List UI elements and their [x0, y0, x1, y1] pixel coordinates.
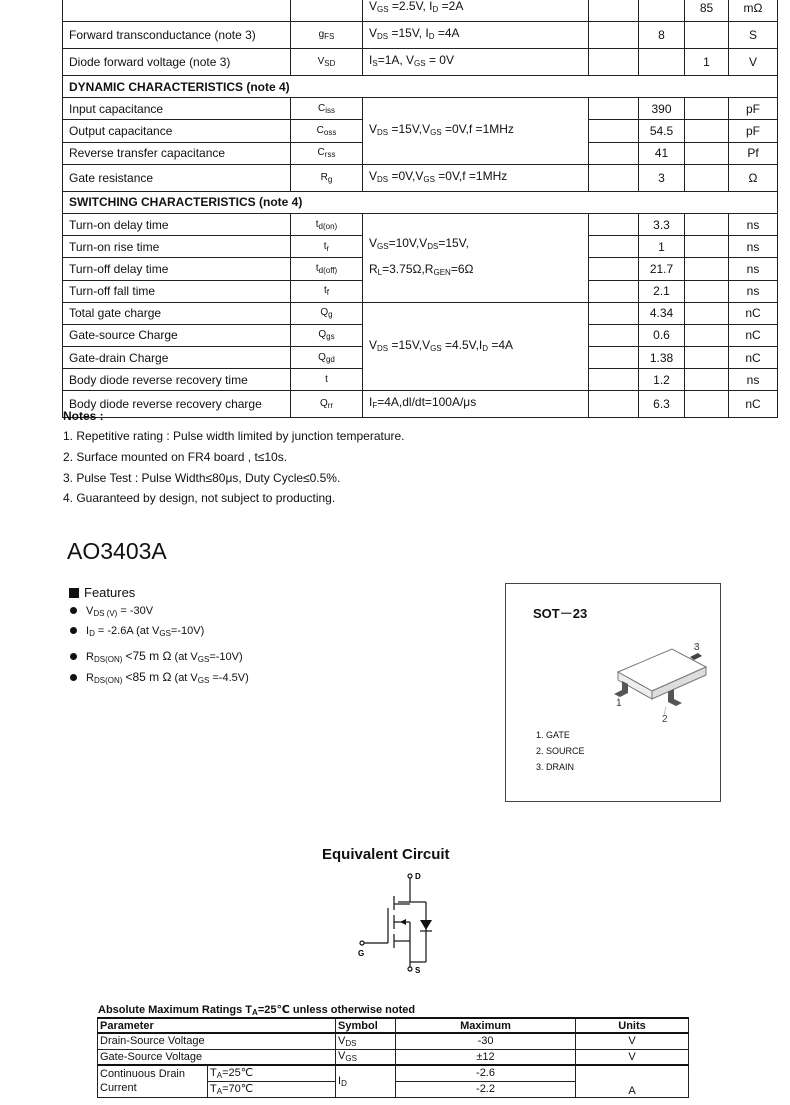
cell-min	[589, 280, 639, 302]
cell-symbol: $C_{iss}$	[291, 98, 363, 120]
pin-label-drain: 3. DRAIN	[536, 762, 575, 772]
cell-symbol: $Q_{rr}$	[291, 391, 363, 418]
section-title: DYNAMIC CHARACTERISTICS (note 4)	[63, 76, 778, 98]
bullet-icon	[70, 653, 77, 660]
cell-condition: $I_F=4A,dl/dt=100A/\mu s$	[363, 391, 589, 418]
cell-symbol: $V_{SD}$	[291, 49, 363, 76]
cell-parameter: Reverse transfer capacitance	[63, 142, 291, 164]
cell-typ: 6.3	[639, 391, 685, 418]
header-maximum: Maximum	[396, 1018, 576, 1033]
square-bullet-icon	[69, 588, 79, 598]
feature-text: $V_{DS (V)} = -30V$	[86, 605, 154, 618]
feature-item	[70, 670, 249, 685]
equivalent-circuit-title: Equivalent Circuit	[322, 846, 450, 863]
pin-number-2: 2	[662, 714, 668, 725]
note-item: 1. Repetitive rating : Pulse width limited by junction temperature.	[63, 429, 405, 443]
cell-condition: $V_{DS} =15V,V_{GS} =0V,f =1MHz$	[363, 98, 589, 165]
cell-symbol: $t_{d(off)}$	[291, 258, 363, 280]
cell-condition: $V_{GS}=10V,V_{DS}=15V$, $R_L=3.75\Omega,R_{GEN}=6\Omega$	[363, 213, 589, 302]
cell-min	[589, 49, 639, 76]
cell-parameter: Turn-on delay time	[63, 213, 291, 235]
notes-title: Notes :	[63, 409, 104, 423]
cell-parameter: Input capacitance	[63, 98, 291, 120]
cell-unit: nC	[729, 324, 778, 346]
package-box	[505, 583, 721, 802]
cell-parameter: Turn-off fall time	[63, 280, 291, 302]
section-row	[63, 76, 778, 98]
cell-min	[589, 369, 639, 391]
cell-parameter: Gate resistance	[63, 164, 291, 191]
cell-min	[589, 236, 639, 258]
table-row	[63, 164, 778, 191]
header-parameter: Parameter	[98, 1018, 336, 1033]
cell-min	[589, 164, 639, 191]
table-row	[63, 22, 778, 49]
table-row	[98, 1049, 689, 1065]
cell-unit: S	[729, 22, 778, 49]
source-label: S	[415, 966, 421, 975]
cell-symbol: $t_r$	[291, 236, 363, 258]
cell-min	[589, 98, 639, 120]
cell-unit: V	[729, 49, 778, 76]
header-units: Units	[576, 1018, 689, 1033]
cell-unit: nC	[729, 347, 778, 369]
section-row	[63, 191, 778, 213]
notes-block	[63, 409, 405, 512]
cell-min	[589, 258, 639, 280]
cell-unit: V	[576, 1049, 689, 1065]
cell-min	[589, 0, 639, 22]
table-row	[98, 1065, 689, 1081]
cell-parameter: Gate-drain Charge	[63, 347, 291, 369]
cell-max	[685, 369, 729, 391]
table-row	[63, 213, 778, 235]
cell-condition: $V_{DS} =15V$, $I_D =4A$	[363, 22, 589, 49]
cell-min	[589, 22, 639, 49]
cell-symbol: $t_f$	[291, 280, 363, 302]
cell-min	[589, 142, 639, 164]
cell-parameter: Diode forward voltage (note 3)	[63, 49, 291, 76]
table-row	[63, 0, 778, 22]
mosfet-circuit-icon	[350, 868, 450, 978]
cell-typ	[639, 49, 685, 76]
feature-item	[70, 605, 153, 618]
cell-maximum: -2.2	[396, 1081, 576, 1097]
cell-min	[589, 302, 639, 324]
cell-unit: V	[576, 1033, 689, 1049]
abs-max-table	[97, 1017, 689, 1098]
pin-label-gate: 1. GATE	[536, 730, 570, 740]
note-item: 4. Guaranteed by design, not subject to producting.	[63, 491, 336, 506]
cell-unit: ns	[729, 213, 778, 235]
cell-max	[685, 391, 729, 418]
cell-typ: 1	[639, 236, 685, 258]
cell-parameter: Continuous Drain Current	[98, 1065, 208, 1097]
cell-min	[589, 213, 639, 235]
cell-symbol: $Q_g$	[291, 302, 363, 324]
table-row	[63, 98, 778, 120]
bullet-icon	[70, 607, 77, 614]
table-row	[98, 1033, 689, 1049]
table-row	[63, 302, 778, 324]
cell-unit: pF	[729, 120, 778, 142]
cell-parameter: Output capacitance	[63, 120, 291, 142]
cell-parameter: Gate-source Charge	[63, 324, 291, 346]
cell-typ: 21.7	[639, 258, 685, 280]
cell-symbol: $C_{rss}$	[291, 142, 363, 164]
pin-label-source: 2. SOURCE	[536, 746, 585, 756]
cell-unit: nC	[729, 391, 778, 418]
cell-max	[685, 22, 729, 49]
cell-unit: A	[576, 1065, 689, 1097]
feature-text: $R_{DS(ON)} <75$ m Ω (at $V_{GS}=-10V$)	[86, 649, 243, 664]
pin-number-3: 3	[694, 642, 700, 653]
cell-unit: Pf	[729, 142, 778, 164]
cell-min	[589, 347, 639, 369]
bullet-icon	[70, 627, 77, 634]
cell-max	[685, 120, 729, 142]
cell-maximum: ±12	[396, 1049, 576, 1065]
cell-typ: 0.6	[639, 324, 685, 346]
feature-text: $R_{DS(ON)} <85$ m Ω (at $V_{GS} =-4.5V$)	[86, 670, 249, 685]
cell-typ: 390	[639, 98, 685, 120]
cell-max	[685, 236, 729, 258]
cell-parameter: Turn-off delay time	[63, 258, 291, 280]
cell-parameter	[63, 0, 291, 22]
cell-parameter: Total gate charge	[63, 302, 291, 324]
pin-number-1: 1	[616, 698, 622, 709]
cell-condition: $V_{DS} =15V,V_{GS} =4.5V,I_D =4A$	[363, 302, 589, 391]
bullet-icon	[70, 674, 77, 681]
note-item: 2. Surface mounted on FR4 board , t≤10s.	[63, 449, 288, 464]
cell-unit: ns	[729, 280, 778, 302]
table-row	[63, 49, 778, 76]
cell-max	[685, 98, 729, 120]
cell-max	[685, 347, 729, 369]
cell-unit: ns	[729, 236, 778, 258]
feature-item	[70, 625, 204, 638]
cell-typ: 1.38	[639, 347, 685, 369]
cell-max	[685, 164, 729, 191]
cell-condition: $I_S=1A$, $V_{GS} = 0V$	[363, 49, 589, 76]
cell-parameter: Drain-Source Voltage	[98, 1033, 336, 1049]
features-title-text: Features	[84, 585, 136, 600]
cell-symbol: $R_g$	[291, 164, 363, 191]
cell-max	[685, 213, 729, 235]
package-name: SOT－23	[533, 606, 588, 621]
drain-label: D	[415, 872, 421, 881]
abs-max-title: Absolute Maximum Ratings $T_A=25℃$ unless otherwise noted	[98, 1004, 416, 1017]
cell-parameter: Forward transconductance (note 3)	[63, 22, 291, 49]
cell-symbol: $g_{FS}$	[291, 22, 363, 49]
cell-unit: ns	[729, 258, 778, 280]
cell-typ: 2.1	[639, 280, 685, 302]
cell-unit: pF	[729, 98, 778, 120]
cell-typ: 41	[639, 142, 685, 164]
cell-parameter: Turn-on rise time	[63, 236, 291, 258]
features-title	[69, 585, 135, 600]
header-symbol: Symbol	[336, 1018, 396, 1033]
feature-item	[70, 649, 243, 664]
cell-typ: 1.2	[639, 369, 685, 391]
cell-max: 85	[685, 0, 729, 22]
cell-symbol	[291, 0, 363, 22]
cell-typ: 8	[639, 22, 685, 49]
cell-typ	[639, 0, 685, 22]
cell-symbol: $I_D$	[336, 1065, 396, 1097]
cell-max	[685, 280, 729, 302]
electrical-characteristics-table	[62, 0, 778, 418]
cell-max	[685, 324, 729, 346]
cell-symbol: t	[291, 369, 363, 391]
cell-min	[589, 391, 639, 418]
cell-typ: 3	[639, 164, 685, 191]
cell-unit: Ω	[729, 164, 778, 191]
cell-symbol: $Q_{gd}$	[291, 347, 363, 369]
feature-text: $I_D = -2.6A$ (at $V_{GS}=-10V$)	[86, 625, 205, 638]
cell-condition: $T_A=70℃$	[208, 1081, 336, 1097]
cell-max: 1	[685, 49, 729, 76]
part-number: AO3403A	[67, 538, 167, 564]
cell-symbol: $V_{DS}$	[336, 1033, 396, 1049]
note-item: 3. Pulse Test : Pulse Width≤80μs, Duty Cycle≤0.5%.	[63, 470, 341, 485]
gate-label: G	[358, 949, 365, 958]
cell-symbol: $t_{d(on)}$	[291, 213, 363, 235]
cell-condition: $V_{GS} =2.5V$, $I_D =2A$	[363, 0, 589, 22]
cell-parameter: Gate-Source Voltage	[98, 1049, 336, 1065]
section-title: SWITCHING CHARACTERISTICS (note 4)	[63, 191, 778, 213]
cell-max	[685, 302, 729, 324]
cell-symbol: $C_{oss}$	[291, 120, 363, 142]
cell-max	[685, 142, 729, 164]
cell-maximum: -2.6	[396, 1065, 576, 1081]
table-header-row	[98, 1018, 689, 1033]
cell-min	[589, 324, 639, 346]
cell-typ: 54.5	[639, 120, 685, 142]
cell-maximum: -30	[396, 1033, 576, 1049]
cell-unit: mΩ	[729, 0, 778, 22]
cell-parameter: Body diode reverse recovery charge	[63, 391, 291, 418]
cell-symbol: $V_{GS}$	[336, 1049, 396, 1065]
electrical-table-body	[63, 0, 778, 418]
cell-max	[685, 258, 729, 280]
cell-unit: nC	[729, 302, 778, 324]
cell-symbol: $Q_{gs}$	[291, 324, 363, 346]
cell-min	[589, 120, 639, 142]
cell-unit: ns	[729, 369, 778, 391]
cell-typ: 4.34	[639, 302, 685, 324]
cell-condition: $T_A=25℃$	[208, 1065, 336, 1081]
cell-parameter: Body diode reverse recovery time	[63, 369, 291, 391]
cell-condition: $V_{DS} =0V,V_{GS} =0V,f =1MHz$	[363, 164, 589, 191]
cell-typ: 3.3	[639, 213, 685, 235]
